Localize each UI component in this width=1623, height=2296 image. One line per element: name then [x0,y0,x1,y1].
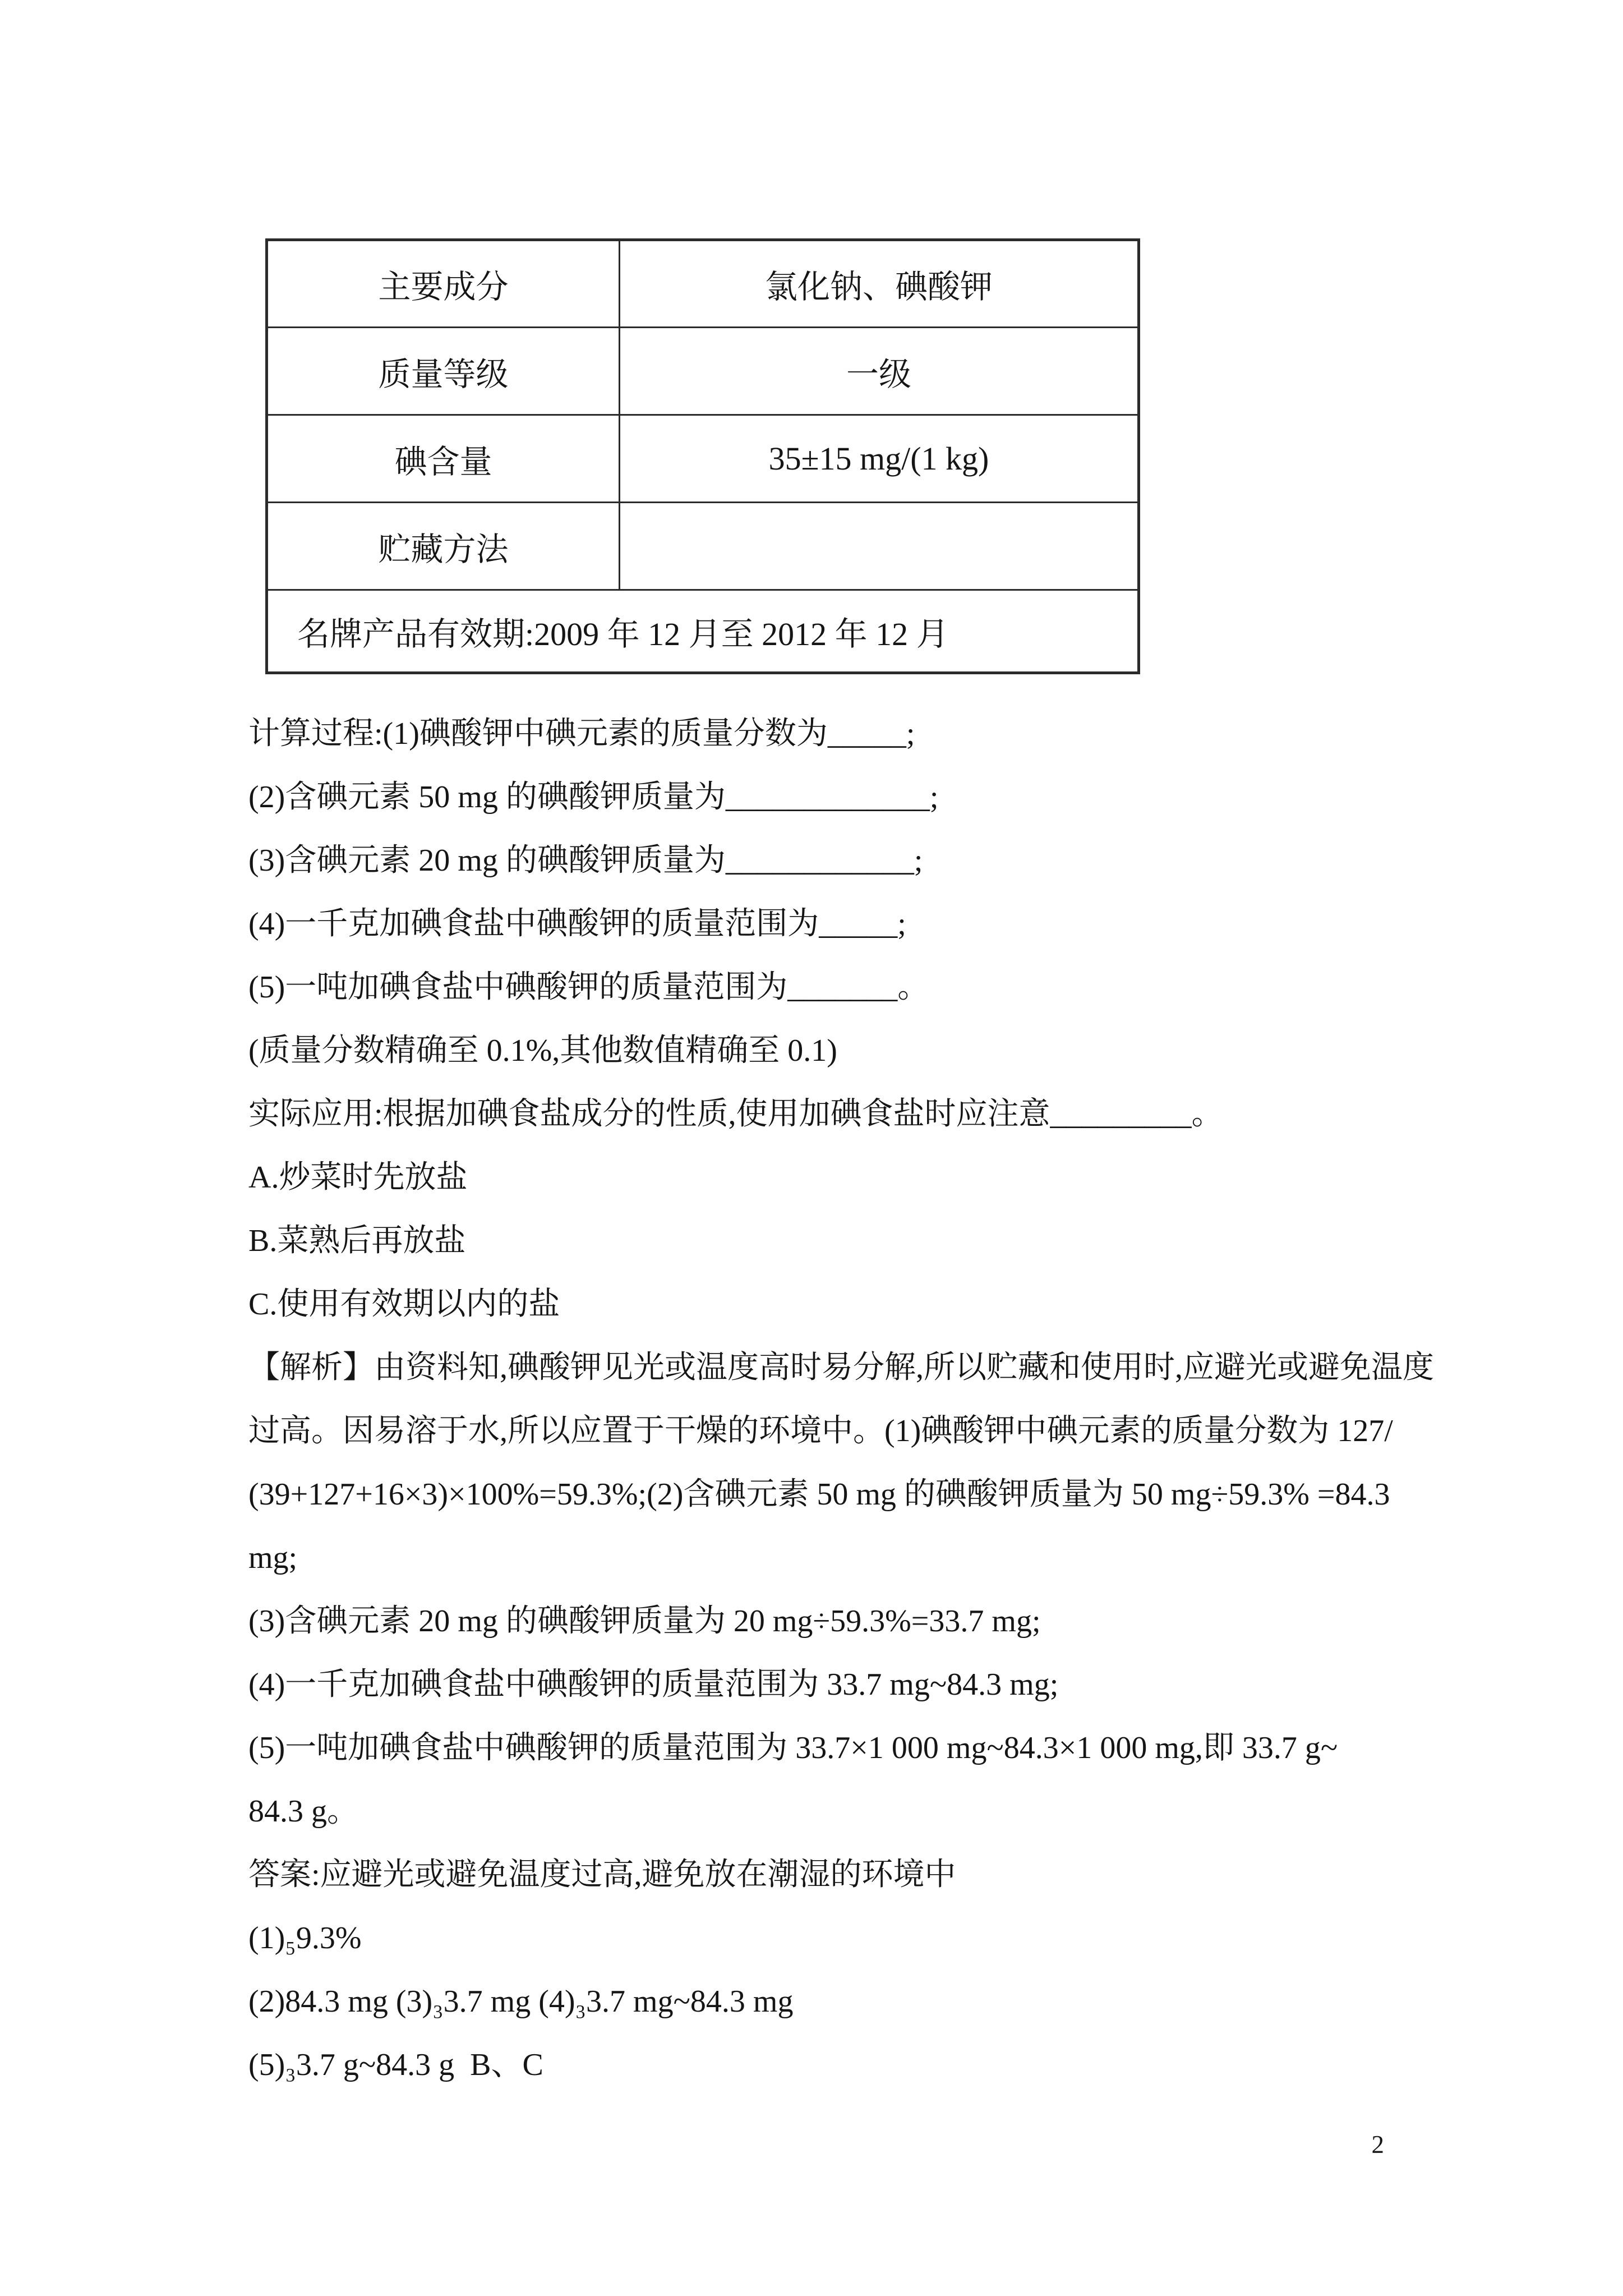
text-line: (5)一吨加碘食盐中碘酸钾的质量范围为 33.7×1 000 mg~84.3×1 000 mg,即 33.7 g~ [248,1731,1338,1765]
document-body [248,702,1434,2097]
text-line: mg; [248,1540,298,1575]
row-label-cell: 质量等级 [267,328,620,415]
text-line: 过高。因易溶于水,所以应置于干燥的环境中。(1)碘酸钾中碘元素的质量分数为 127/ [248,1414,1393,1448]
table-footer-cell: 名牌产品有效期:2009 年 12 月至 2012 年 12 月 [267,590,1139,673]
page-number: 2 [1371,2131,1384,2159]
spec-table [265,238,1140,674]
text-line: (4)一千克加碘食盐中碘酸钾的质量范围为_____; [248,907,906,941]
text-line: (1)₅9.3% [248,1921,362,1955]
row-value-cell: 氯化钠、碘酸钾 [620,240,1139,328]
table-row [267,328,1139,415]
text-line: 计算过程:(1)碘酸钾中碘元素的质量分数为_____; [248,716,915,751]
text-line: (39+127+16×3)×100%=59.3%;(2)含碘元素 50 mg 的碘酸钾质量为 50 mg÷59.3% =84.3 [248,1477,1390,1512]
table-footer-row [267,590,1139,673]
table-row [267,240,1139,328]
text-line: (质量分数精确至 0.1%,其他数值精确至 0.1) [248,1033,837,1068]
text-line: (2)84.3 mg (3)₃3.7 mg (4)₃3.7 mg~84.3 mg [248,1984,794,2019]
text-line: C.使用有效期以内的盐 [248,1287,560,1322]
row-label-cell: 碘含量 [267,415,620,503]
text-line: (5)₃3.7 g~84.3 g B、C [248,2047,543,2082]
text-line: (2)含碘元素 50 mg 的碘酸钾质量为_____________; [248,780,939,815]
row-value-cell: 一级 [620,328,1139,415]
row-label-cell: 贮藏方法 [267,503,620,590]
table-row [267,415,1139,503]
text-line: B.菜熟后再放盐 [248,1223,466,1258]
text-line: 答案:应避光或避免温度过高,避免放在潮湿的环境中 [248,1857,956,1892]
text-line: (3)含碘元素 20 mg 的碘酸钾质量为____________; [248,843,923,878]
row-value-cell: 35±15 mg/(1 kg) [620,415,1139,503]
text-line: (5)一吨加碘食盐中碘酸钾的质量范围为_______。 [248,970,929,1005]
table-row [267,503,1139,590]
text-line: 【解析】由资料知,碘酸钾见光或温度高时易分解,所以贮藏和使用时,应避光或避免温度 [248,1350,1434,1385]
text-line: A.炒菜时先放盐 [248,1160,468,1195]
row-label-cell: 主要成分 [267,240,620,328]
row-value-cell [620,503,1139,590]
text-line: (4)一千克加碘食盐中碘酸钾的质量范围为 33.7 mg~84.3 mg; [248,1667,1059,1702]
text-line: 实际应用:根据加碘食盐成分的性质,使用加碘食盐时应注意_________。 [248,1097,1223,1131]
text-line: (3)含碘元素 20 mg 的碘酸钾质量为 20 mg÷59.3%=33.7 mg; [248,1604,1041,1639]
text-line: 84.3 g。 [248,1794,358,1829]
